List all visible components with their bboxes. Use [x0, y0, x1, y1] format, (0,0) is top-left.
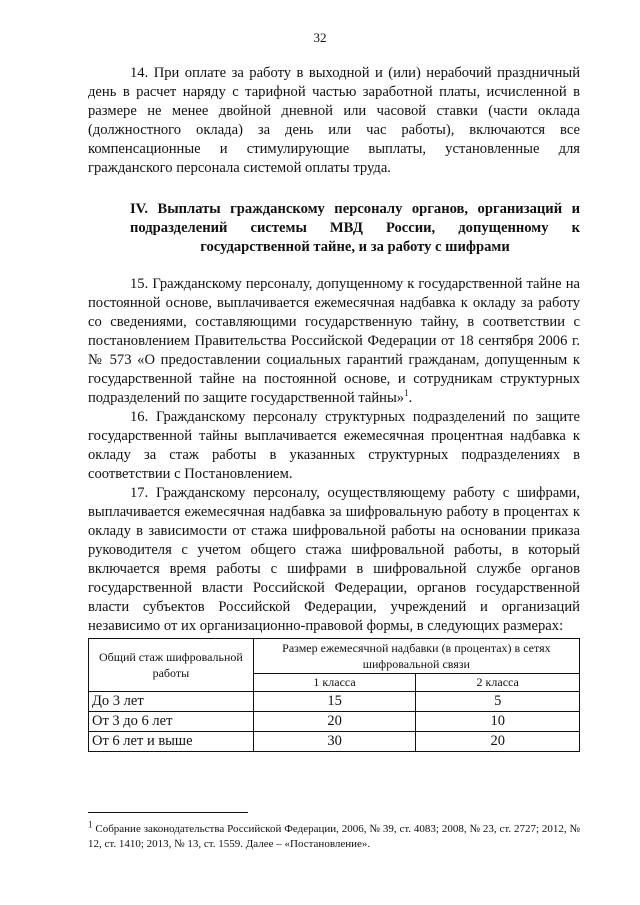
- cipher-allowance-table: [88, 638, 580, 752]
- row-label: От 3 до 6 лет: [89, 712, 254, 732]
- footnote-divider: [88, 812, 248, 813]
- row-class1-value: 30: [253, 732, 416, 752]
- paragraph-15-text: 15. Гражданскому персоналу, допущенному к государственной тайне на постоянной основе, выплачивается ежемесячная надбавка к окладу за работу со сведениями, составляющими государственную тайну, в соответствии с постановлением Правительства Российской Федерации от 18 сентября 2006 г. № 573 «О предоставлении социальных гарантий гражданам, допущенным к государственной тайне на постоянной основе, и сотрудникам структурных подразделений по защите государственной тайны»: [88, 276, 580, 406]
- row-class2-value: 10: [416, 712, 580, 732]
- row-label: От 6 лет и выше: [89, 732, 254, 752]
- table-row: [89, 692, 580, 712]
- footnote-ref[interactable]: 1: [404, 388, 409, 399]
- paragraph-16: 16. Гражданскому персоналу структурных подразделений по защите государственной тайны выплачивается ежемесячная процентная надбавка к окладу за стаж работы в указанных структурных подразделениях в соответствии с Постановлением.: [88, 409, 580, 482]
- section-heading: [88, 200, 580, 257]
- subheader-class-2: 2 класса: [416, 674, 580, 692]
- footnote-text: Собрание законодательства Российской Федерации, 2006, № 39, ст. 4083; 2008, № 23, ст. 2727; 2012, № 12, ст. 1410; 2013, № 13, ст. 1559. Далее – «Постановление».: [88, 823, 581, 850]
- header-experience: Общий стаж шифровальной работы: [89, 639, 254, 692]
- footnote-marker: 1: [88, 819, 93, 830]
- paragraph-14: 14. При оплате за работу в выходной и (или) нерабочий праздничный день в расчет наряду с тарифной частью заработной платы, исчисленной в размере не менее двойной дневной или часовой ставки (части оклада (должностного оклада) за день или час работы), включаются все компенсационные и стимулирующие выплаты, установленные для гражданского персонала системой оплаты труда.: [88, 65, 580, 176]
- page-number: 32: [313, 30, 327, 45]
- subheader-class-1: 1 класса: [253, 674, 416, 692]
- header-allowance: Размер ежемесячной надбавки (в процентах) в сетях шифровальной связи: [253, 639, 579, 674]
- row-class1-value: 15: [253, 692, 416, 712]
- section-numeral: IV.: [130, 201, 148, 217]
- paragraph-17: 17. Гражданскому персоналу, осуществляющему работу с шифрами, выплачивается ежемесячная надбавка за шифровальную работу в процентах к окладу в зависимости от стажа шифровальной работы на основании приказа руководителя с учетом общего стажа шифровальной работы, в который включается время работы с шифрами в шифровальной службе органов государственной власти Российской Федерации, органов государственной власти субъектов Российской Федерации, учреждений и организаций независимо от их организационно-правовой формы, в следующих размерах:: [88, 485, 580, 634]
- row-class2-value: 20: [416, 732, 580, 752]
- table-row: [89, 732, 580, 752]
- paragraph-15: [88, 275, 580, 408]
- row-class1-value: 20: [253, 712, 416, 732]
- table-row: [89, 712, 580, 732]
- paragraph-15-end: .: [408, 390, 413, 406]
- row-label: До 3 лет: [89, 692, 254, 712]
- document-body: [88, 64, 580, 636]
- section-title: Выплаты гражданскому персоналу органов, организаций и подразделений системы МВД России, допущенному к государственной тайне, и за работу с шифрами: [130, 201, 580, 255]
- footnote: [88, 819, 581, 852]
- row-class2-value: 5: [416, 692, 580, 712]
